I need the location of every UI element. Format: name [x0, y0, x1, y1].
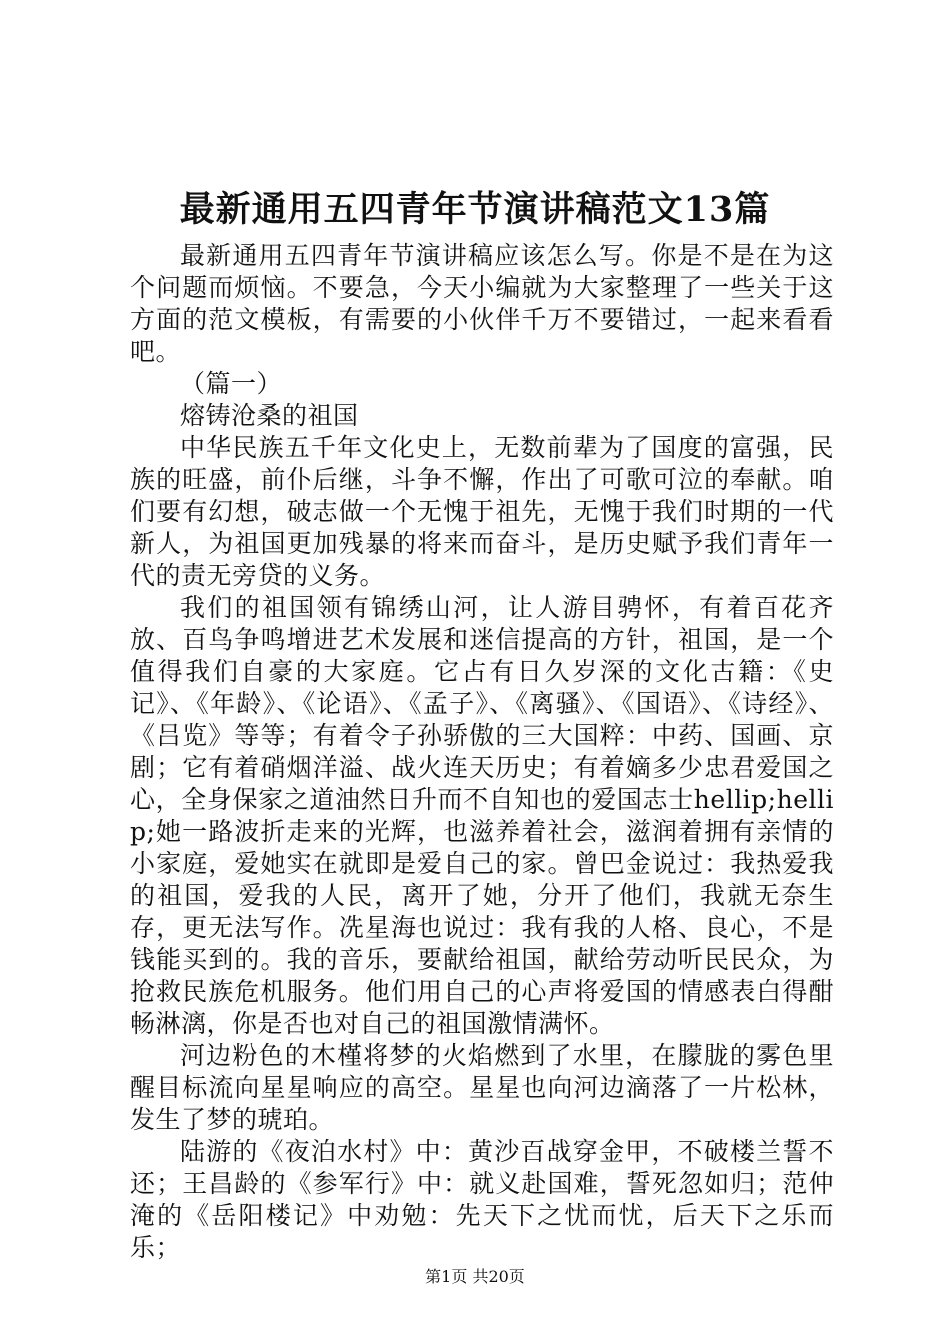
paragraph-section-label: （篇一）	[180, 369, 283, 398]
page-number: 第1页 共20页	[425, 1267, 525, 1286]
paragraph: 我们的祖国领有锦绣山河，让人游目骋怀，有着百花齐放、百鸟争鸣增进艺术发展和迷信提高的方针，祖国，是一个值得我们自豪的大家庭。它占有日久岁深的文化古籍：《史记》、《年龄》、《论语》、《孟子》、《离骚》、《国语》、《诗经》、《吕览》等等；有着令子孙骄傲的三大国粹：中药、国画、京剧；它有着硝烟洋溢、战火连天历史；有着嫡多少忠君爱国之心，全身保家之道油然日升而不自知也的爱国志士hellip;hellip;她一路波折走来的光辉，也滋养着社会，滋润着拥有亲情的小家庭，爱她实在就即是爱自己的家。曾巴金说过：我热爱我的祖国，爱我的人民，离开了她，分开了他们，我就无奈生存，更无法写作。冼星海也说过：我有我的人格、良心，不是钱能买到的。我的音乐，要献给祖国，献给劳动听民民众，为抢救民族危机服务。他们用自己的心声将爱国的情感表白得酣畅淋漓，你是否也对自己的祖国激情满怀。	[130, 593, 834, 1038]
document-body	[130, 240, 834, 1264]
document-title: 最新通用五四青年节演讲稿范文13篇	[179, 189, 771, 230]
paragraph: 陆游的《夜泊水村》中：黄沙百战穿金甲，不破楼兰誓不还；王昌龄的《参军行》中：就义赴国难，誓死忽如归；范仲淹的《岳阳楼记》中劝勉：先天下之忧而忧，后天下之乐而乐；	[130, 1137, 834, 1262]
paragraph: 河边粉色的木槿将梦的火焰燃到了水里，在朦胧的雾色里醒目标流向星星响应的高空。星星也向河边滴落了一片松林，发生了梦的琥珀。	[130, 1041, 834, 1134]
paragraph-subtitle: 熔铸沧桑的祖国	[180, 401, 359, 430]
paragraph: 中华民族五千年文化史上，无数前辈为了国度的富强，民族的旺盛，前仆后继，斗争不懈，作出了可歌可泣的奉献。咱们要有幻想，破志做一个无愧于祖先，无愧于我们时期的一代新人，为祖国更加残暴的将来而奋斗，是历史赋予我们青年一代的责无旁贷的义务。	[130, 433, 834, 590]
paragraph-intro: 最新通用五四青年节演讲稿应该怎么写。你是不是在为这个问题而烦恼。不要急，今天小编就为大家整理了一些关于这方面的范文模板，有需要的小伙伴千万不要错过，一起来看看吧。	[130, 241, 834, 366]
